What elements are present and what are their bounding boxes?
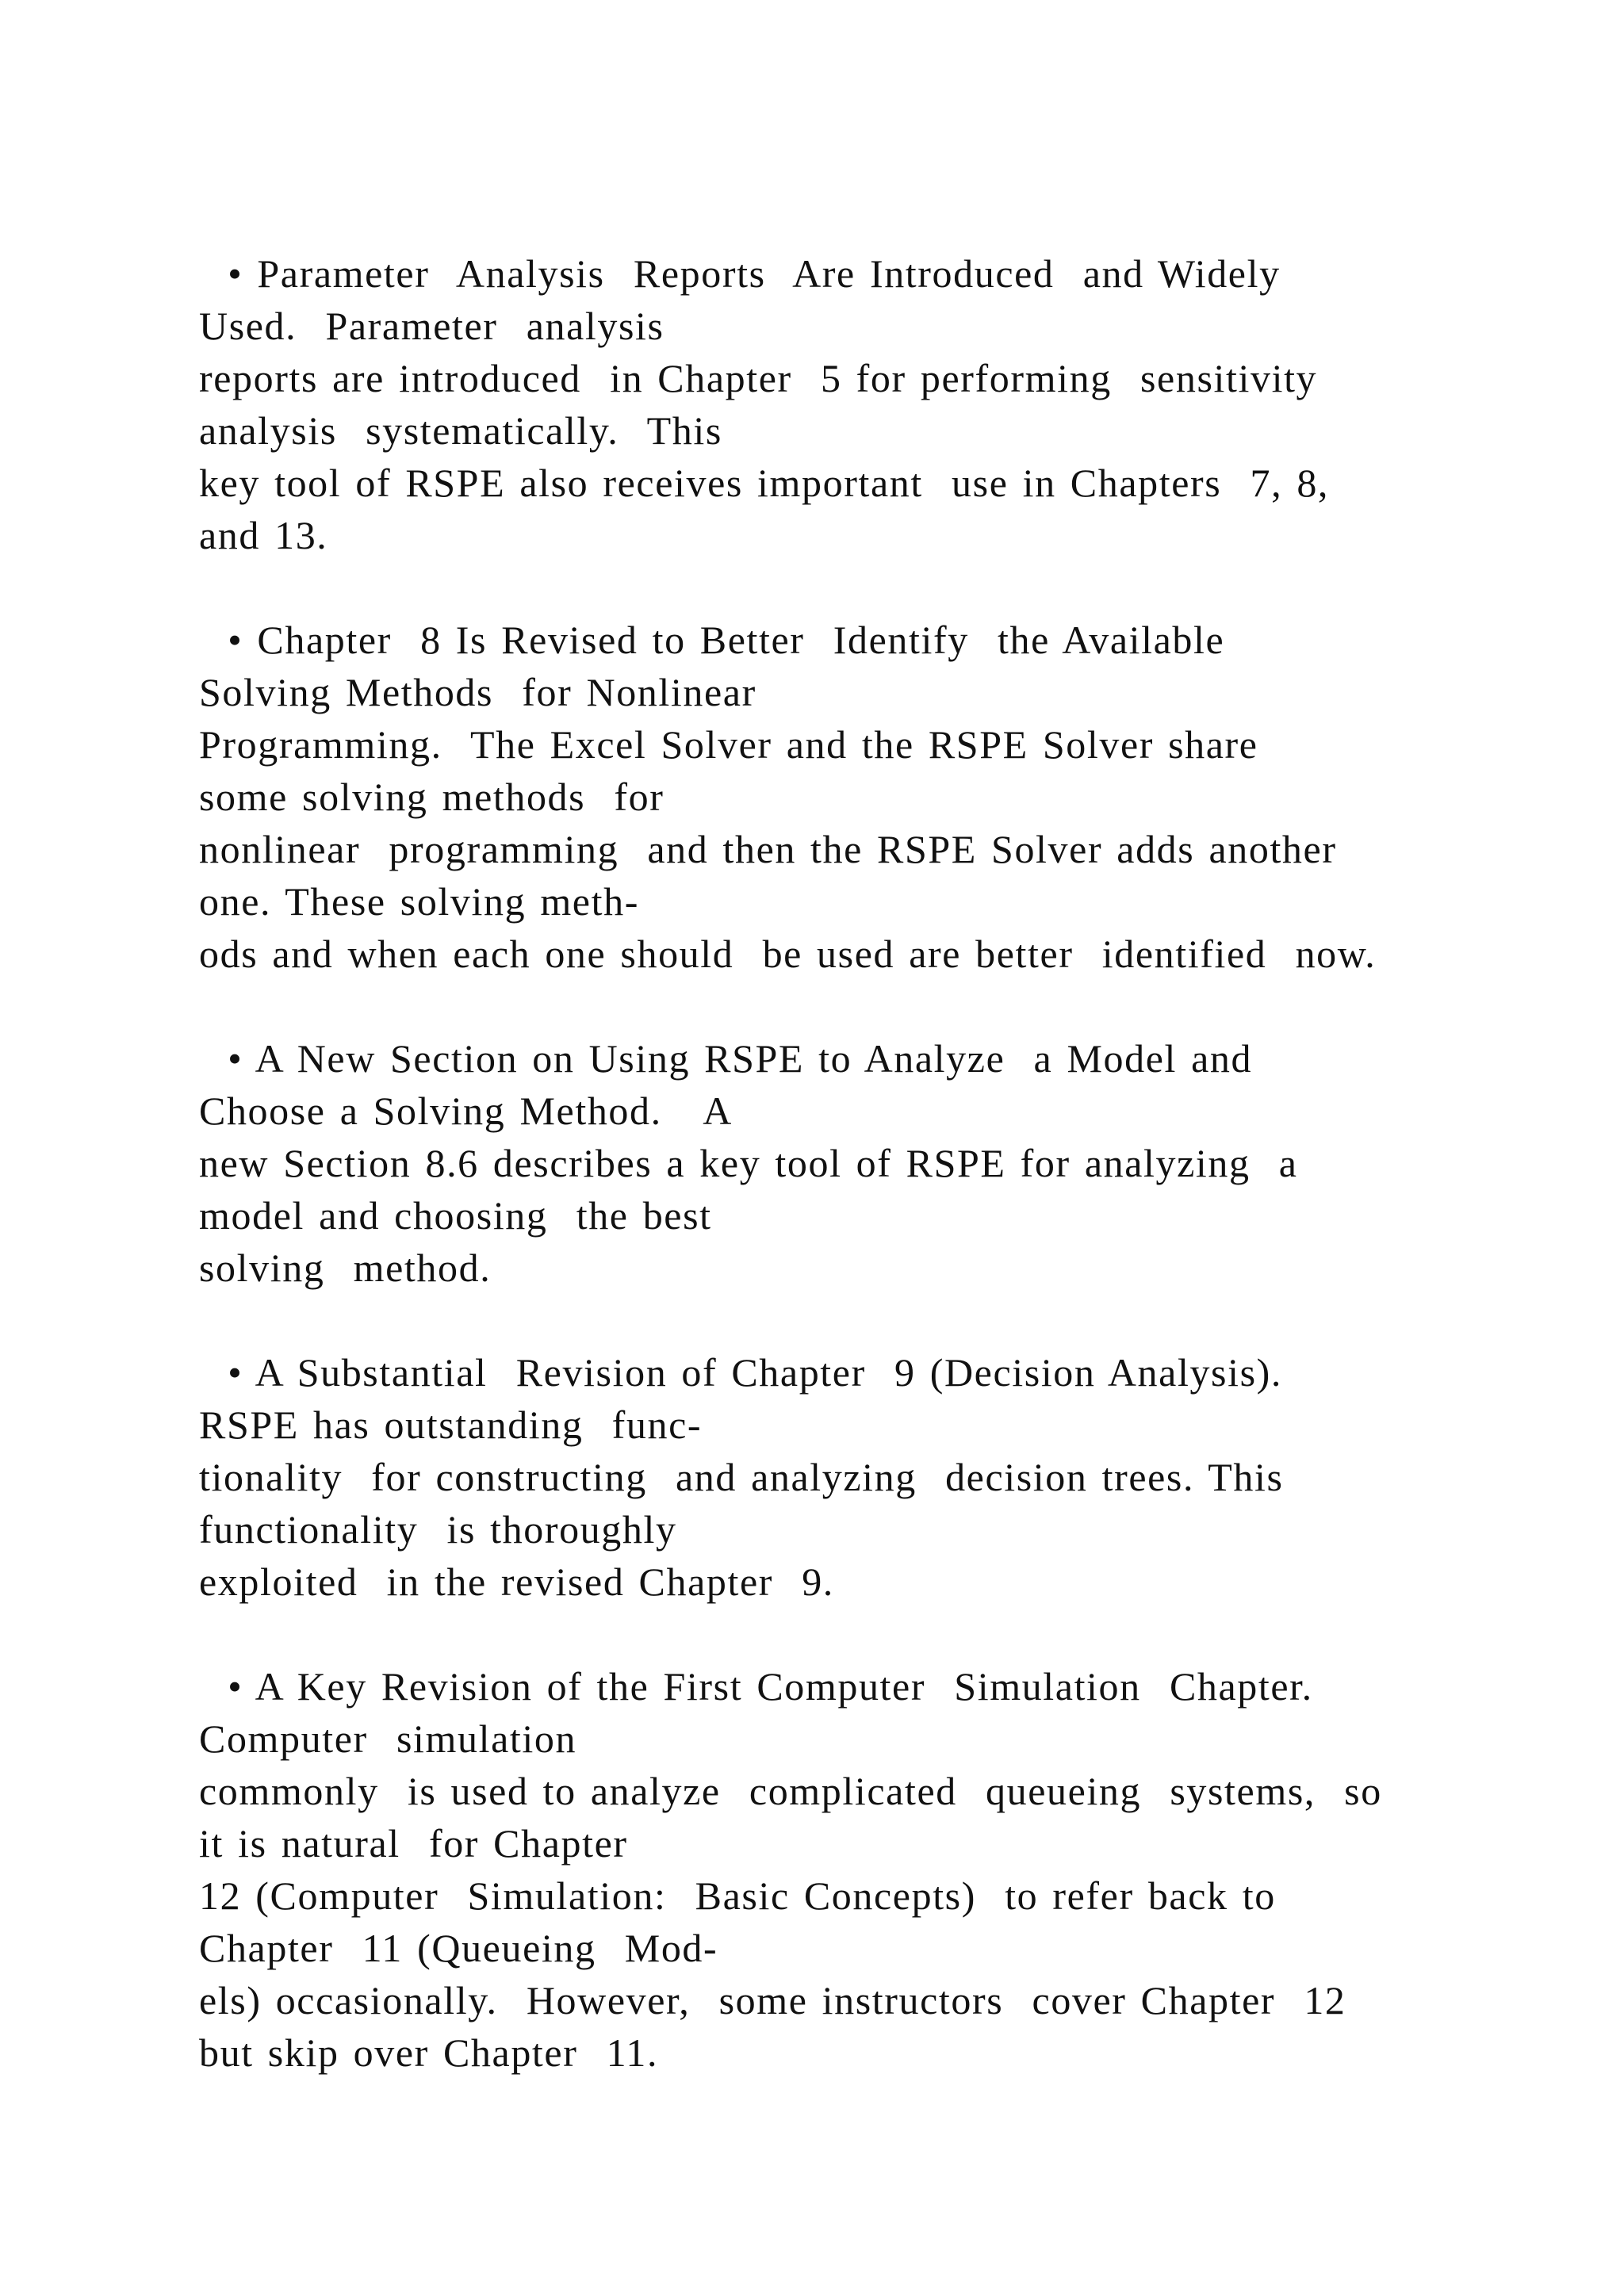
text-line: reports are introduced in Chapter 5 for performing sensitivity [199, 356, 1318, 400]
text-line: Chapter 11 (Queueing Mod- [199, 1926, 718, 1970]
text-line: tionality for constructing and analyzing decision trees. This [199, 1455, 1284, 1499]
bullet-paragraph-parameter-analysis [199, 247, 1436, 561]
text-line: key tool of RSPE also receives important use in Chapters 7, 8, [199, 461, 1330, 505]
text-line: new Section 8.6 describes a key tool of RSPE for analyzing a [199, 1141, 1298, 1185]
text-line: solving method. [199, 1246, 492, 1290]
text-line: • Chapter 8 Is Revised to Better Identify the Available [199, 618, 1225, 662]
text-line: ods and when each one should be used are better identified now. [199, 932, 1377, 976]
text-line: and 13. [199, 513, 328, 557]
text-line: analysis systematically. This [199, 408, 722, 453]
text-line: RSPE has outstanding func- [199, 1402, 703, 1447]
bullet-paragraph-chapter-9-revision [199, 1346, 1436, 1608]
text-line: nonlinear programming and then the RSPE Solver adds another [199, 827, 1337, 871]
text-line: • Parameter Analysis Reports Are Introduced and Widely [199, 251, 1281, 296]
bullet-paragraph-simulation-chapter [199, 1660, 1436, 2079]
text-line: Used. Parameter analysis [199, 304, 665, 348]
text-line: some solving methods for [199, 775, 665, 819]
text-line: 12 (Computer Simulation: Basic Concepts) to refer back to [199, 1873, 1276, 1918]
text-line: els) occasionally. However, some instructors cover Chapter 12 [199, 1978, 1346, 2022]
text-line: commonly is used to analyze complicated queueing systems, so [199, 1769, 1382, 1813]
text-line: exploited in the revised Chapter 9. [199, 1559, 834, 1604]
text-line: • A New Section on Using RSPE to Analyze a Model and [199, 1036, 1253, 1081]
text-line: Computer simulation [199, 1716, 577, 1761]
text-line: Solving Methods for Nonlinear [199, 670, 756, 714]
text-line: but skip over Chapter 11. [199, 2030, 659, 2075]
text-line: it is natural for Chapter [199, 1821, 628, 1866]
text-line: model and choosing the best [199, 1193, 712, 1238]
bullet-paragraph-new-section [199, 1032, 1436, 1294]
bullet-paragraph-chapter-8-revised [199, 614, 1436, 980]
text-line: functionality is thoroughly [199, 1507, 677, 1552]
document-body [199, 247, 1436, 2131]
text-line: Choose a Solving Method. A [199, 1089, 733, 1133]
text-line: Programming. The Excel Solver and the RSPE Solver share [199, 722, 1258, 767]
text-line: one. These solving meth- [199, 879, 639, 924]
text-line: • A Substantial Revision of Chapter 9 (Decision Analysis). [199, 1350, 1282, 1395]
text-line: • A Key Revision of the First Computer Simulation Chapter. [199, 1664, 1313, 1709]
